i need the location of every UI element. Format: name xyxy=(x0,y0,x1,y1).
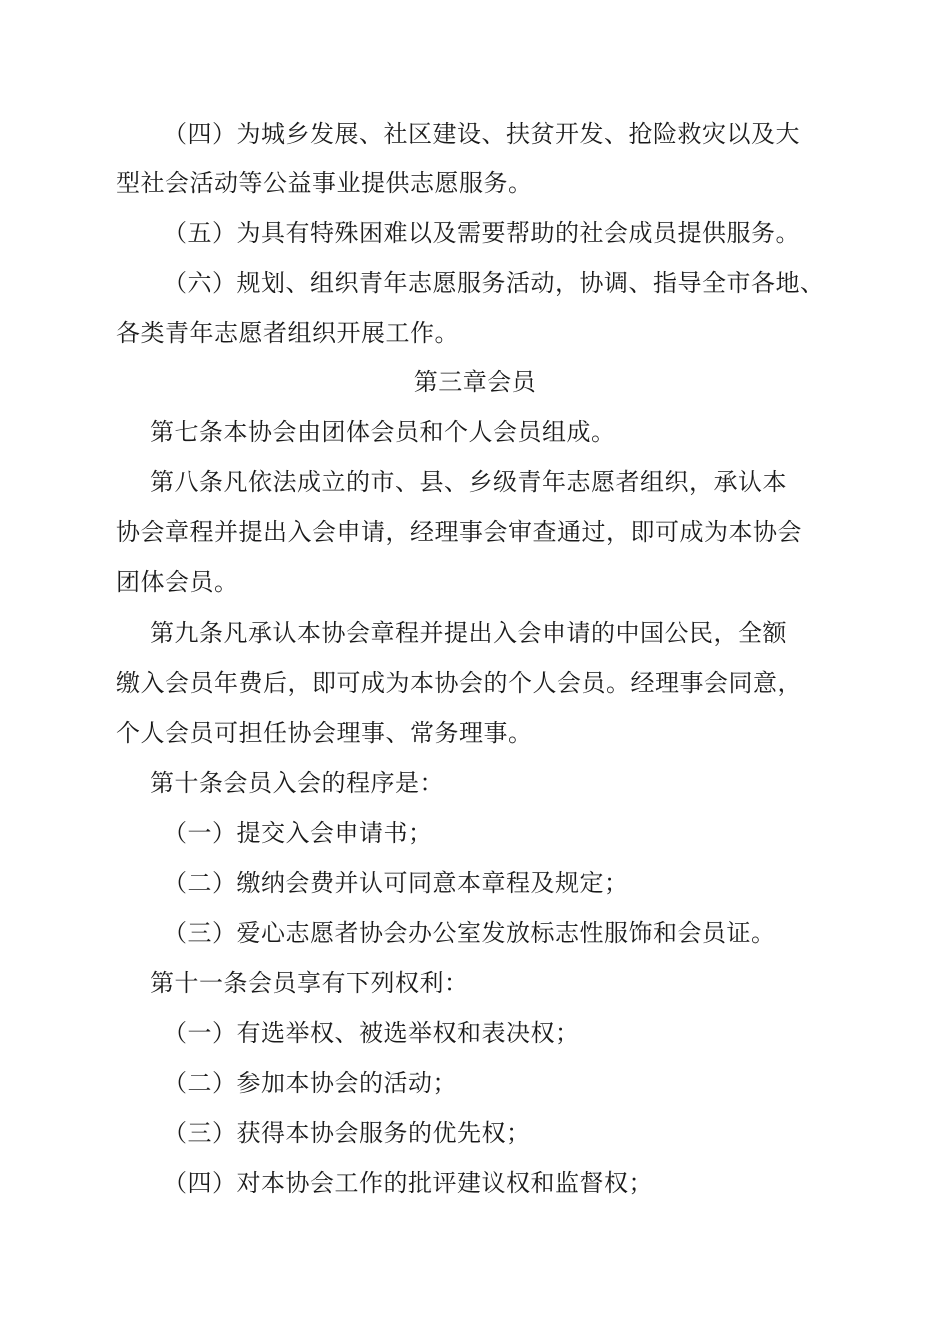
list-item: （一）有选举权、被选举权和表决权； xyxy=(163,1019,580,1047)
list-item: （二）参加本协会的活动； xyxy=(163,1069,457,1097)
article-line: 第九条凡承认本协会章程并提出入会申请的中国公民，全额 xyxy=(150,619,787,647)
list-item: （三）爱心志愿者协会办公室发放标志性服饰和会员证。 xyxy=(163,919,776,947)
paragraph-line: 个人会员可担任协会理事、常务理事。 xyxy=(116,719,533,747)
paragraph-line: 缴入会员年费后，即可成为本协会的个人会员。经理事会同意， xyxy=(116,669,802,697)
paragraph-line: （五）为具有特殊困难以及需要帮助的社会成员提供服务。 xyxy=(163,219,800,247)
list-item: （四）对本协会工作的批评建议权和监督权； xyxy=(163,1169,653,1197)
article-line: 第十条会员入会的程序是： xyxy=(150,769,444,797)
chapter-heading: 第三章会员 xyxy=(413,368,537,396)
article-line: 第十一条会员享有下列权利： xyxy=(150,969,469,997)
list-item: （二）缴纳会费并认可同意本章程及规定； xyxy=(163,869,629,897)
paragraph-line: （四）为城乡发展、社区建设、扶贫开发、抢险救灾以及大 xyxy=(163,120,800,148)
paragraph-line: 各类青年志愿者组织开展工作。 xyxy=(116,319,459,347)
paragraph-line: （六）规划、组织青年志愿服务活动，协调、指导全市各地、 xyxy=(163,269,825,297)
list-item: （三）获得本协会服务的优先权； xyxy=(163,1119,531,1147)
article-line: 第七条本协会由团体会员和个人会员组成。 xyxy=(150,418,616,446)
paragraph-line: 团体会员。 xyxy=(116,568,239,596)
paragraph-line: 型社会活动等公益事业提供志愿服务。 xyxy=(116,169,533,197)
list-item: （一）提交入会申请书； xyxy=(163,819,433,847)
article-line: 第八条凡依法成立的市、县、乡级青年志愿者组织，承认本 xyxy=(150,468,787,496)
paragraph-line: 协会章程并提出入会申请，经理事会审查通过，即可成为本协会 xyxy=(116,518,802,546)
